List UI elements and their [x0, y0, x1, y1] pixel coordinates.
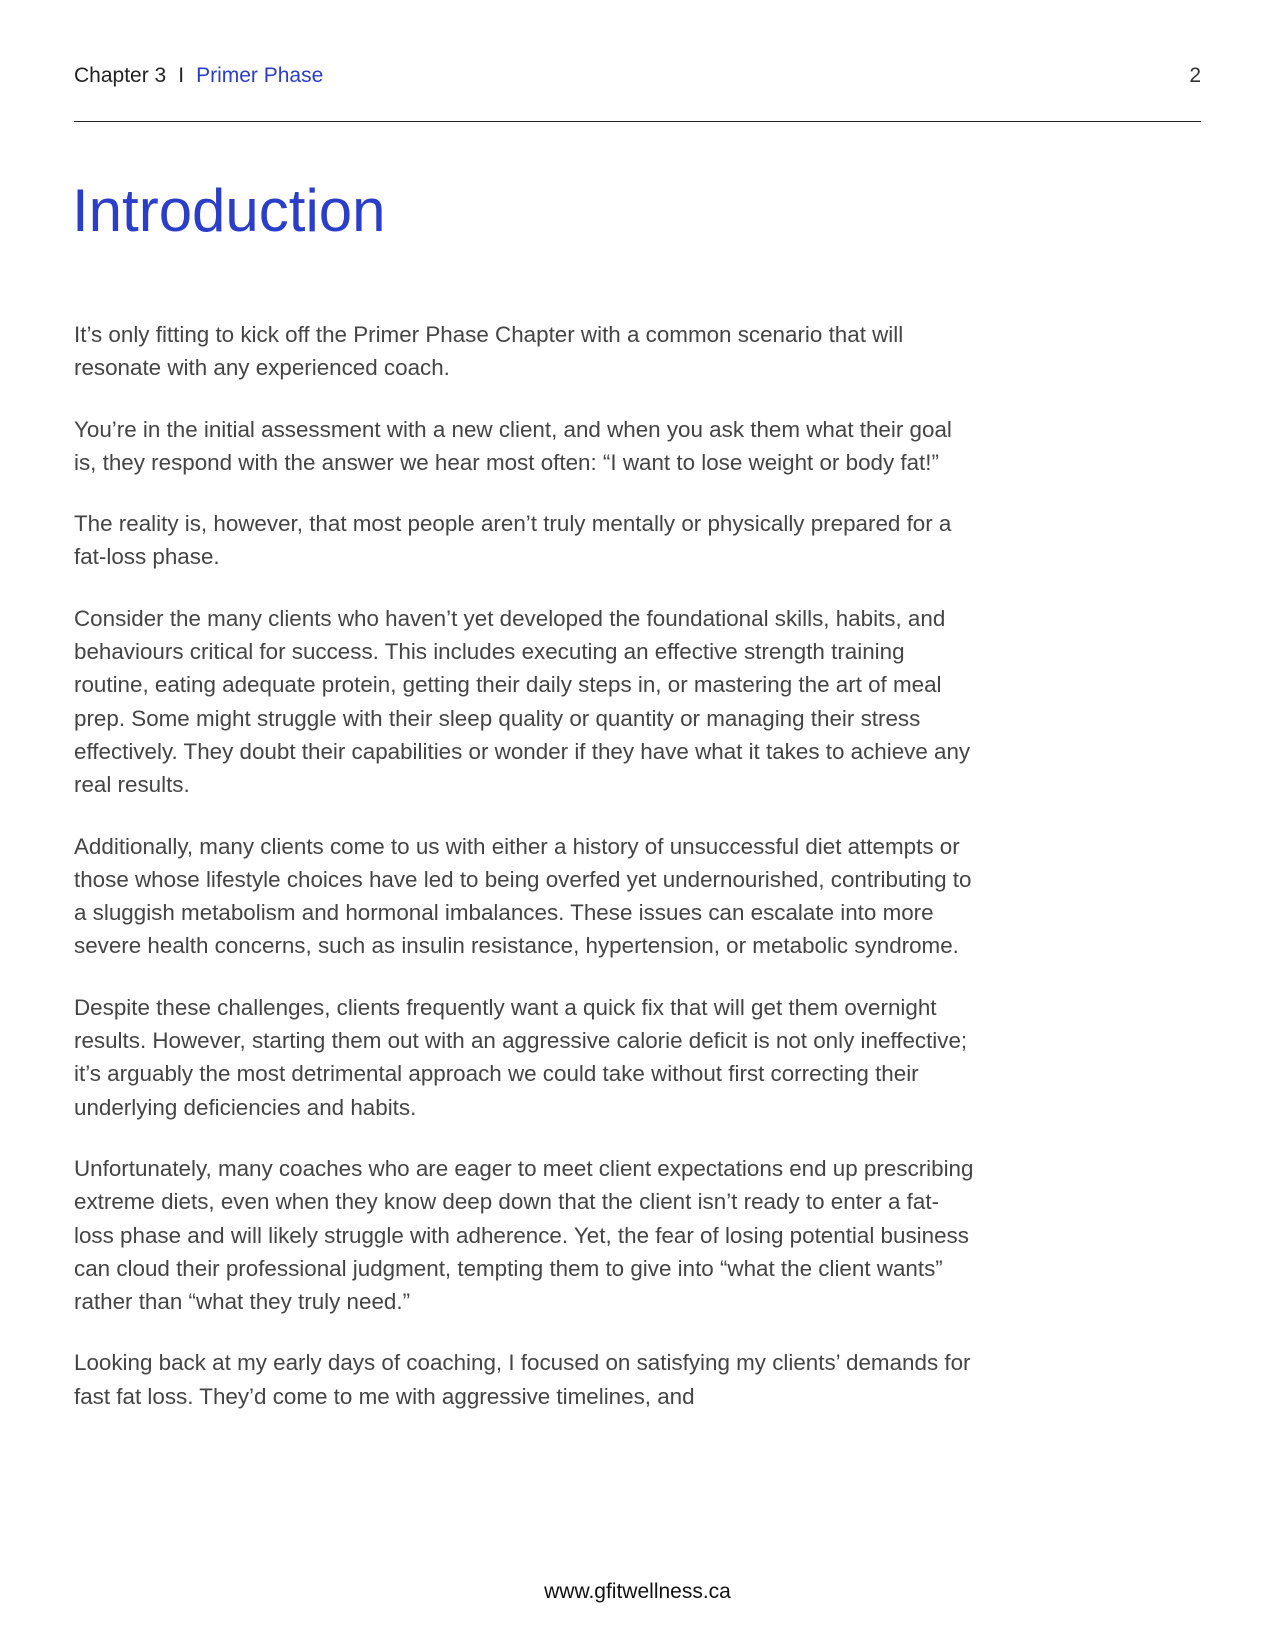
chapter-label: Chapter 3: [74, 64, 167, 87]
paragraph-5: Additionally, many clients come to us with either a history of unsuccessful diet attempts or those whose lifestyle choices have led to being overfed yet undernourished, contributing to a sluggish metabolism and hormonal imbalances. These issues can escalate into more severe health concerns, such as insulin resistance, hypertension, or metabolic syndrome.: [74, 833, 972, 959]
footer-url: www.gfitwellness.ca: [544, 1580, 731, 1603]
paragraph-1: It’s only fitting to kick off the Primer Phase Chapter with a common scenario that will resonate with any experienced coach.: [74, 322, 904, 381]
paragraph-7: Unfortunately, many coaches who are eager to meet client expectations end up prescribing extreme diets, even when they know deep down that the client isn’t ready to enter a fat-loss phase and will likely struggle with adherence. Yet, the fear of losing potential business can cloud their professional judgment, tempting them to give into “what the client wants” rather than “what they truly need.”: [74, 1155, 974, 1315]
paragraph-2: You’re in the initial assessment with a new client, and when you ask them what their goal is, they respond with the answer we hear most often: “I want to lose weight or body fat!”: [74, 416, 952, 475]
page-number: 2: [1189, 64, 1201, 87]
page-header: [74, 60, 1201, 92]
header-divider: [74, 121, 1201, 122]
page-title: Introduction: [72, 177, 386, 244]
section-label: Primer Phase: [196, 64, 324, 87]
breadcrumb-separator: I: [178, 64, 185, 87]
paragraph-6: Despite these challenges, clients frequently want a quick fix that will get them overnight results. However, starting them out with an aggressive calorie deficit is not only ineffective; it’s arguably the most detrimental approach we could take without first correcting their underlying deficiencies and habits.: [74, 994, 968, 1120]
breadcrumb: [74, 64, 323, 88]
paragraph-4: Consider the many clients who haven’t yet developed the foundational skills, habits, and behaviours critical for success. This includes executing an effective strength training routine, eating adequate protein, getting their daily steps in, or mastering the art of meal prep. Some might struggle with their sleep quality or quantity or managing their stress effectively. They doubt their capabilities or wonder if they have what it takes to achieve any real results.: [74, 605, 971, 798]
paragraph-8: Looking back at my early days of coaching, I focused on satisfying my clients’ demands for fast fat loss. They’d come to me with aggressive timelines, and: [74, 1350, 971, 1409]
paragraph-3: The reality is, however, that most people aren’t truly mentally or physically prepared for a fat-loss phase.: [74, 511, 952, 570]
body-text: [74, 318, 974, 1441]
